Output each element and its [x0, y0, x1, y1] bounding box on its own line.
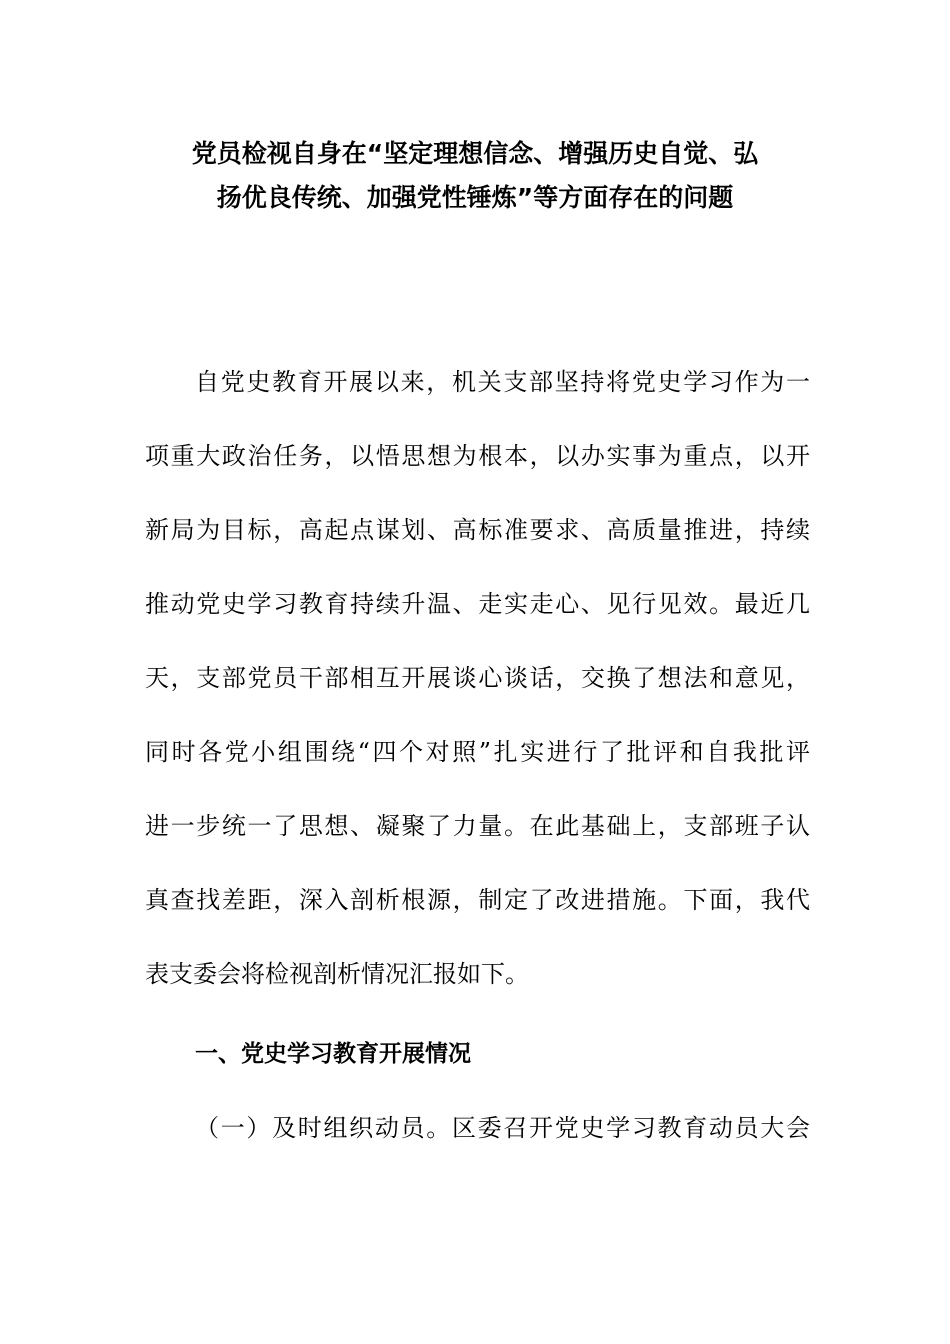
paragraph-line: 新局为目标，高起点谋划、高标准要求、高质量推进，持续: [145, 516, 810, 544]
title-line-1: 党员检视自身在“坚定理想信念、增强历史自觉、弘: [191, 139, 759, 168]
section-heading: 一、党史学习教育开展情况: [195, 1041, 471, 1067]
paragraph-line: 项重大政治任务，以悟思想为根本，以办实事为重点，以开: [145, 442, 810, 470]
paragraph-line: 天，支部党员干部相互开展谈心谈话，交换了想法和意见，: [145, 664, 810, 692]
paragraph-line: 推动党史学习教育持续升温、走实走心、见行见效。最近几: [145, 590, 810, 618]
paragraph-line: 真查找差距，深入剖析根源，制定了改进措施。下面，我代: [145, 886, 810, 914]
document-title: [120, 132, 830, 220]
paragraph-line: 进一步统一了思想、凝聚了力量。在此基础上，支部班子认: [145, 812, 810, 840]
paragraph-line: 自党史教育开展以来，机关支部坚持将党史学习作为一: [195, 368, 810, 396]
subsection-line: （一）及时组织动员。区委召开党史学习教育动员大会: [195, 1114, 810, 1142]
paragraph-line: 表支委会将检视剖析情况汇报如下。: [145, 960, 529, 988]
paragraph-line: 同时各党小组围绕“四个对照”扎实进行了批评和自我批评: [145, 738, 810, 766]
title-line-2: 扬优良传统、加强党性锤炼”等方面存在的问题: [216, 183, 734, 212]
